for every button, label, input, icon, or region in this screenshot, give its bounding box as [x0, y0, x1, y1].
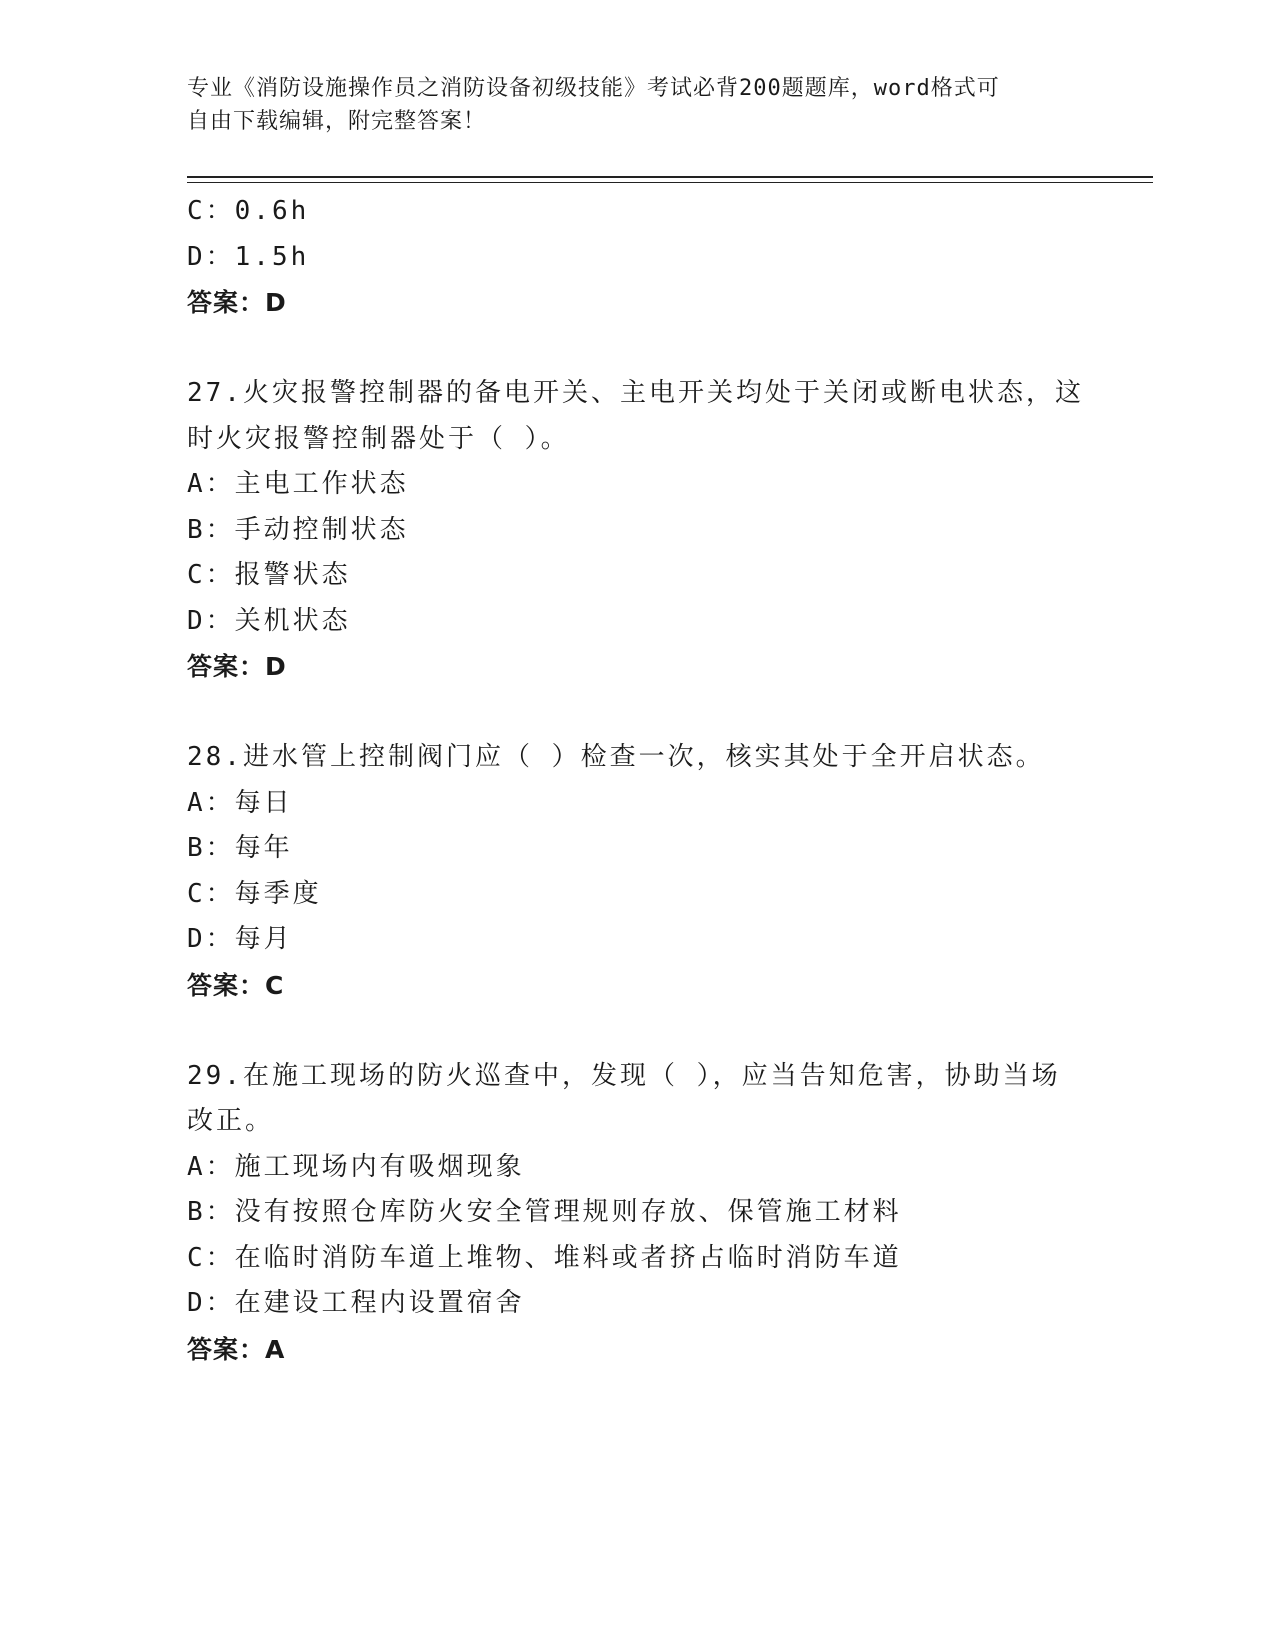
option-d: D：1.5h — [187, 241, 310, 272]
header-title-line1: 专业《消防设施操作员之消防设备初级技能》考试必背200题题库，word格式可 — [187, 76, 1000, 101]
question-block-prev — [187, 189, 1107, 326]
option-c: C：0.6h — [187, 196, 310, 226]
question-list — [187, 189, 1107, 1372]
question-text: 29.在施工现场的防火巡查中，发现（ ），应当告知危害，协助当场 — [187, 1060, 1061, 1091]
question-block-27 — [187, 371, 1107, 690]
option-c: C：每季度 — [187, 878, 322, 909]
option-d: D：关机状态 — [187, 605, 351, 636]
option-c: C：在临时消防车道上堆物、堆料或者挤占临时消防车道 — [187, 1242, 902, 1273]
option-d: D：在建设工程内设置宿舍 — [187, 1288, 525, 1318]
option-b: B：没有按照仓库防火安全管理规则存放、保管施工材料 — [187, 1197, 902, 1227]
header-divider-thick — [187, 176, 1153, 178]
option-b: B：手动控制状态 — [187, 514, 409, 545]
question-text: 28.进水管上控制阀门应（ ）检查一次，核实其处于全开启状态。 — [187, 742, 1045, 772]
question-text-cont: 时火灾报警控制器处于（ ）。 — [187, 423, 570, 454]
answer: 答案：D — [187, 652, 287, 681]
option-a: A：施工现场内有吸烟现象 — [187, 1151, 525, 1182]
spacer — [187, 1008, 1107, 1054]
question-text-cont: 改正。 — [187, 1106, 275, 1136]
answer: 答案：C — [187, 970, 285, 1000]
question-block-29 — [187, 1054, 1107, 1373]
answer: 答案：D — [187, 288, 287, 317]
option-b: B：每年 — [187, 833, 293, 863]
header-title-line2: 自由下载编辑，附完整答案！ — [187, 109, 487, 134]
option-a: A：每日 — [187, 787, 293, 818]
answer: 答案：A — [187, 1334, 286, 1364]
question-block-28 — [187, 735, 1107, 1008]
option-d: D：每月 — [187, 924, 293, 954]
question-text: 27.火灾报警控制器的备电开关、主电开关均处于关闭或断电状态，这 — [187, 378, 1084, 408]
spacer — [187, 326, 1107, 372]
option-a: A：主电工作状态 — [187, 469, 409, 499]
option-c: C：报警状态 — [187, 560, 351, 590]
spacer — [187, 690, 1107, 736]
header-divider-thin — [187, 182, 1153, 183]
document-header — [187, 72, 1067, 138]
